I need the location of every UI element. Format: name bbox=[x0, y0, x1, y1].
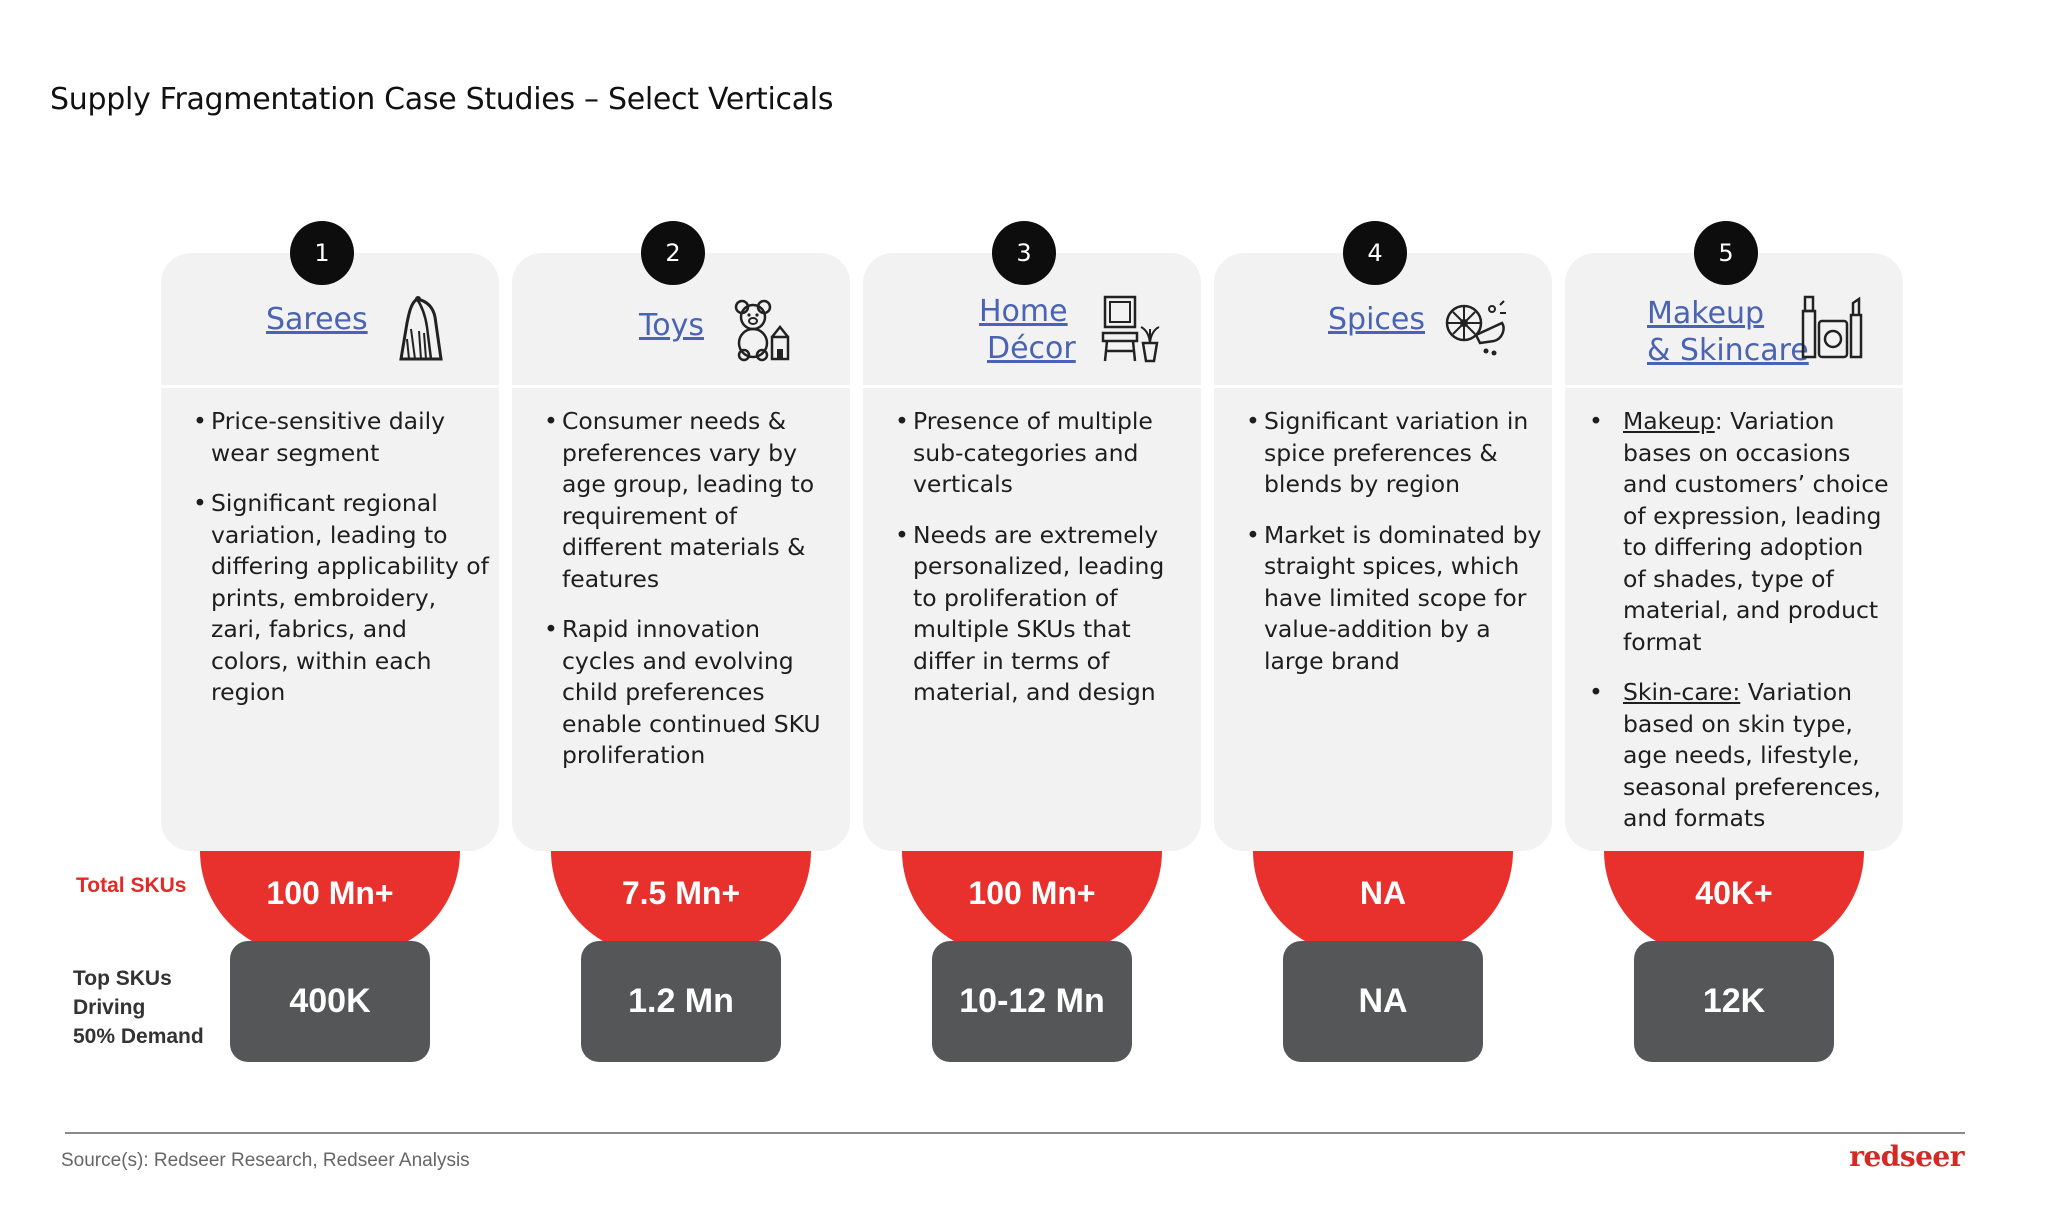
link-toys[interactable]: Toys bbox=[639, 308, 704, 343]
points-list bbox=[161, 406, 499, 728]
point-skincare bbox=[1623, 677, 1893, 835]
top-skus-value: 12K bbox=[1634, 941, 1834, 1062]
points-list bbox=[863, 406, 1201, 728]
point-label-separator: : bbox=[1714, 407, 1723, 435]
total-skus-value: 7.5 Mn+ bbox=[551, 851, 811, 955]
total-skus-value: 100 Mn+ bbox=[200, 851, 460, 955]
cosmetics-icon bbox=[1801, 293, 1865, 365]
point-label: Skin-care: bbox=[1623, 678, 1741, 706]
total-skus-value: NA bbox=[1253, 851, 1513, 955]
card-toys bbox=[512, 253, 850, 851]
top-skus-label-line: Driving bbox=[73, 996, 146, 1019]
step-badge: 1 bbox=[290, 221, 354, 285]
name-line-1: Makeup bbox=[1647, 296, 1765, 331]
points-list bbox=[1214, 406, 1552, 696]
card-makeup-skincare bbox=[1565, 253, 1903, 851]
step-badge: 5 bbox=[1694, 221, 1758, 285]
point-text: Variation bases on occasions and customers’ choice of expression, leading to differing adoption of shades, type of material, and product format bbox=[1623, 407, 1889, 656]
link-spices[interactable]: Spices bbox=[1328, 302, 1426, 337]
total-skus-value: 40K+ bbox=[1604, 851, 1864, 955]
source-note: Source(s): Redseer Research, Redseer Analysis bbox=[61, 1150, 470, 1171]
top-skus-label bbox=[73, 964, 233, 1051]
point: • Presence of multiple sub-categories and verticals bbox=[913, 406, 1191, 501]
top-skus-label-line: 50% Demand bbox=[73, 1025, 204, 1048]
total-skus-value: 100 Mn+ bbox=[902, 851, 1162, 955]
point: • Significant variation in spice preferences & blends by region bbox=[1264, 406, 1542, 501]
points-list bbox=[512, 406, 850, 791]
step-badge: 2 bbox=[641, 221, 705, 285]
point-text: Variation based on skin type, age needs, lifestyle, seasonal preferences, and formats bbox=[1623, 678, 1881, 832]
step-badge: 3 bbox=[992, 221, 1056, 285]
home-decor-icon bbox=[1099, 293, 1163, 365]
points-list bbox=[1565, 406, 1903, 854]
top-skus-label-line: Top SKUs bbox=[73, 967, 172, 990]
point: • Needs are extremely personalized, leading to proliferation of multiple SKUs that differ in terms of material, and design bbox=[913, 520, 1191, 709]
footer-divider bbox=[65, 1132, 1965, 1134]
point: • Consumer needs & preferences vary by age group, leading to requirement of different materials & features bbox=[562, 406, 840, 595]
point: • Price-sensitive daily wear segment bbox=[211, 406, 489, 469]
card-home-decor bbox=[863, 253, 1201, 851]
redseer-logo: redseer bbox=[1849, 1140, 1964, 1173]
total-skus-label: Total SKUs bbox=[76, 874, 187, 897]
link-home-decor[interactable] bbox=[979, 293, 1076, 367]
point: • Market is dominated by straight spices, which have limited scope for value-addition by a large brand bbox=[1264, 520, 1542, 678]
spices-icon bbox=[1440, 293, 1504, 365]
top-skus-value: 10-12 Mn bbox=[932, 941, 1132, 1062]
top-skus-value: 400K bbox=[230, 941, 430, 1062]
name-line-2: & Skincare bbox=[1647, 333, 1809, 368]
top-skus-value: NA bbox=[1283, 941, 1483, 1062]
step-badge: 4 bbox=[1343, 221, 1407, 285]
name-line-1: Home bbox=[979, 294, 1068, 329]
card-sarees bbox=[161, 253, 499, 851]
saree-icon bbox=[391, 293, 455, 365]
link-sarees[interactable]: Sarees bbox=[266, 302, 368, 337]
point-label: Makeup bbox=[1623, 407, 1715, 435]
name-line-2: Décor bbox=[987, 331, 1076, 366]
point: • Significant regional variation, leading to differing applicability of prints, embroidery, zari, fabrics, and colors, within each region bbox=[211, 488, 489, 709]
top-skus-value: 1.2 Mn bbox=[581, 941, 781, 1062]
point-makeup bbox=[1623, 406, 1893, 658]
card-spices bbox=[1214, 253, 1552, 851]
point: • Rapid innovation cycles and evolving child preferences enable continued SKU proliferation bbox=[562, 614, 840, 772]
page-title: Supply Fragmentation Case Studies – Select Verticals bbox=[50, 82, 834, 117]
teddy-bear-icon bbox=[730, 293, 794, 365]
link-makeup-skincare[interactable] bbox=[1647, 295, 1809, 369]
